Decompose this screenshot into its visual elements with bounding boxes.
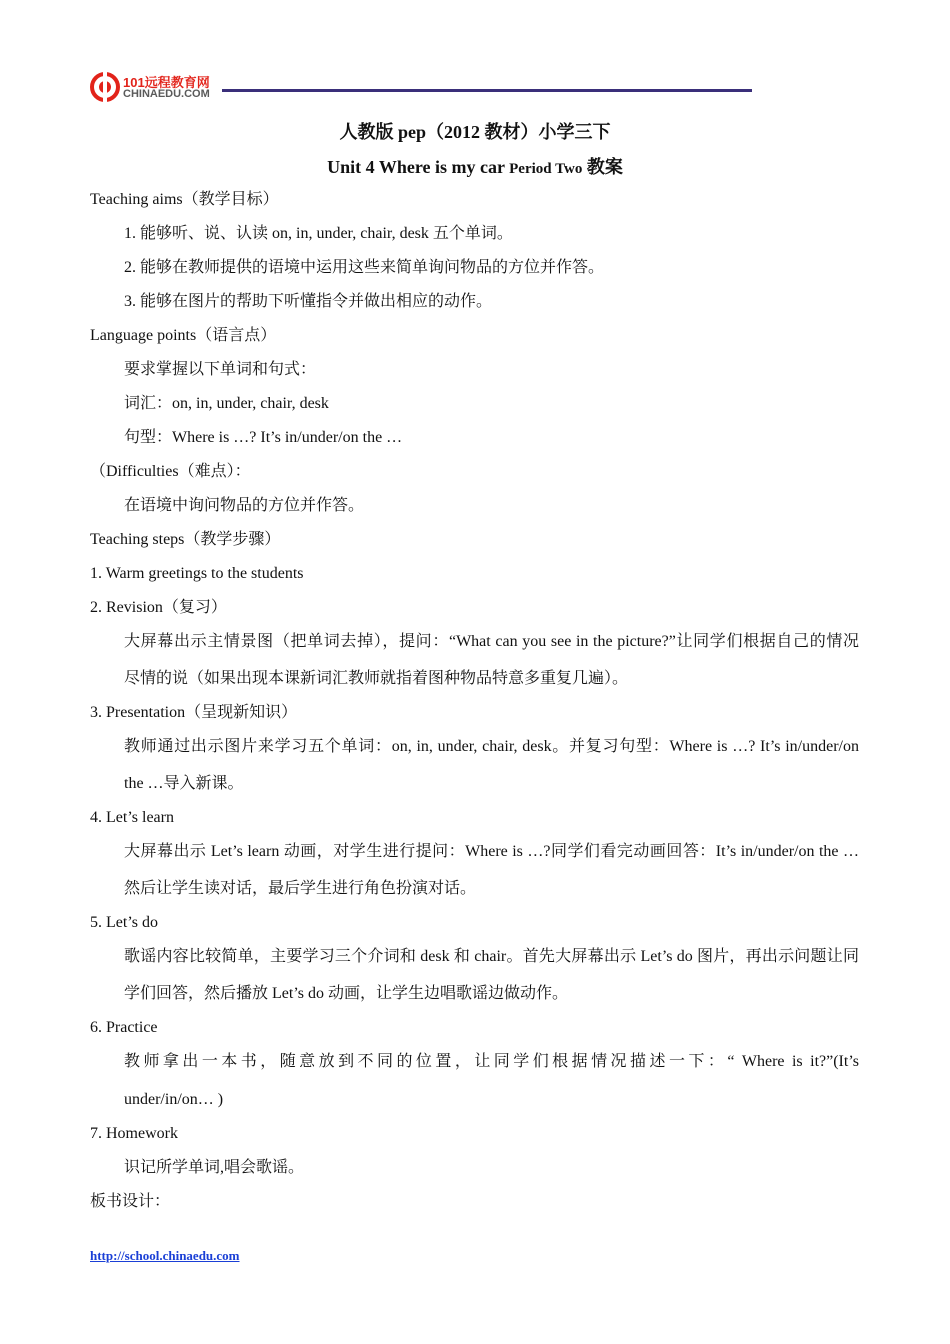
steps-heading: Teaching steps（教学步骤） bbox=[90, 531, 281, 548]
step-heading: 7. Homework bbox=[90, 1125, 178, 1142]
step-heading: 1. Warm greetings to the students bbox=[90, 565, 304, 582]
step-heading: 5. Let’s do bbox=[90, 914, 158, 931]
language-points-heading: Language points（语言点） bbox=[90, 327, 277, 344]
step-text: 教师拿出一本书，随意放到不同的位置，让同学们根据情况描述一下：“ Where is it?”(It’s bbox=[124, 1053, 859, 1070]
subtitle-main: Unit 4 Where is my car bbox=[327, 157, 510, 177]
step-heading: 6. Practice bbox=[90, 1019, 158, 1036]
target-logo-icon bbox=[90, 72, 120, 102]
language-points-intro: 要求掌握以下单词和句式： bbox=[124, 361, 317, 378]
aim-item: 2. 能够在教师提供的语境中运用这些来简单询问物品的方位并作答。 bbox=[124, 259, 605, 276]
document-title: 人教版 pep（2012 教材）小学三下 bbox=[339, 122, 611, 142]
step-text: 识记所学单词,唱会歌谣。 bbox=[124, 1159, 305, 1176]
vocabulary-line: 词汇：on, in, under, chair, desk bbox=[124, 395, 329, 412]
footer-link[interactable]: http://school.chinaedu.com bbox=[90, 1248, 240, 1263]
header-rule bbox=[222, 89, 752, 92]
step-text: 然后让学生读对话，最后学生进行角色扮演对话。 bbox=[124, 880, 477, 897]
step-text: 尽情的说（如果出现本课新词汇教师就指着图种物品特意多重复几遍）。 bbox=[124, 670, 629, 687]
step-text: 大屏幕出示 Let’s learn 动画，对学生进行提问：Where is …?同学们看完动画回答：It’s in/under/on the … bbox=[124, 843, 859, 860]
site-logo[interactable] bbox=[90, 70, 220, 102]
logo-text-en: CHINAEDU.COM bbox=[123, 88, 210, 100]
document-subtitle bbox=[0, 153, 950, 179]
difficulties-text: 在语境中询问物品的方位并作答。 bbox=[124, 497, 365, 514]
step-text: 大屏幕出示主情景图（把单词去掉），提问：“What can you see in the picture?”让同学们根据自己的情况 bbox=[124, 633, 859, 650]
step-text: under/in/on… ) bbox=[124, 1091, 224, 1108]
step-text: 教师通过出示图片来学习五个单词：on, in, under, chair, desk。并复习句型：Where is …? It’s in/under/on bbox=[124, 738, 859, 755]
aim-item: 1. 能够听、说、认读 on, in, under, chair, desk 五个单词。 bbox=[124, 225, 513, 242]
sentence-pattern-line: 句型：Where is …? It’s in/under/on the … bbox=[124, 429, 403, 446]
step-heading: 3. Presentation（呈现新知识） bbox=[90, 704, 298, 721]
step-text: 学们回答，然后播放 Let’s do 动画，让学生边唱歌谣边做动作。 bbox=[124, 985, 568, 1002]
step-heading: 2. Revision（复习） bbox=[90, 599, 227, 616]
aims-heading: Teaching aims（教学目标） bbox=[90, 191, 279, 208]
step-text: the …导入新课。 bbox=[124, 775, 244, 792]
aim-item: 3. 能够在图片的帮助下听懂指令并做出相应的动作。 bbox=[124, 293, 493, 310]
page-header bbox=[90, 66, 752, 106]
subtitle-period: Period Two bbox=[509, 161, 583, 177]
step-heading: 4. Let’s learn bbox=[90, 809, 174, 826]
board-design-heading: 板书设计： bbox=[90, 1193, 171, 1210]
subtitle-tail: 教案 bbox=[582, 157, 623, 177]
step-text: 歌谣内容比较简单，主要学习三个介词和 desk 和 chair。首先大屏幕出示 Let’s do 图片，再出示问题让同 bbox=[124, 948, 859, 965]
logo-text-cn: 101远程教育网 bbox=[123, 75, 210, 90]
difficulties-heading: （Difficulties（难点）： bbox=[90, 463, 251, 480]
